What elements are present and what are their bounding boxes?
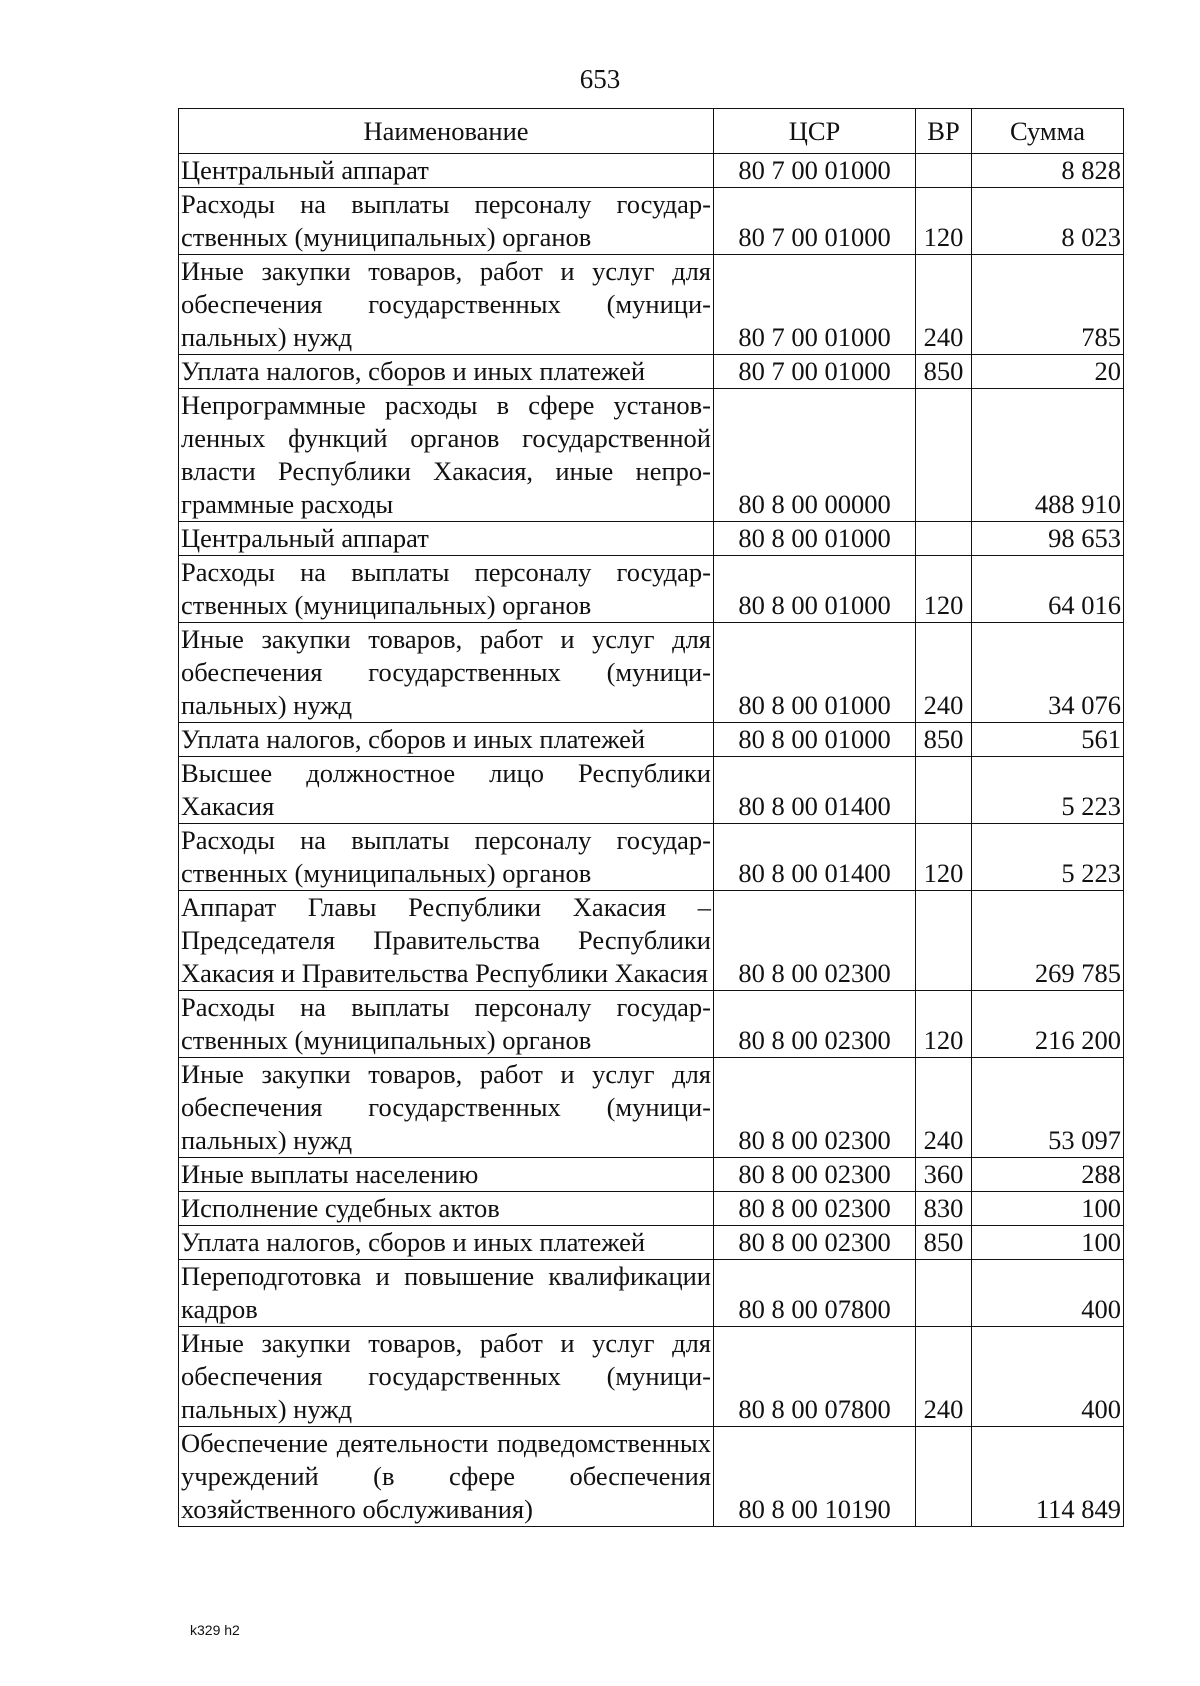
table-row: [179, 389, 1124, 522]
cell-name: Уплата налогов, сборов и иных платежей: [179, 723, 714, 757]
cell-csr: 80 7 00 01000: [714, 355, 916, 389]
cell-sum: 5 223: [972, 757, 1124, 824]
cell-sum: 53 097: [972, 1058, 1124, 1158]
cell-name: Уплата налогов, сборов и иных платежей: [179, 1226, 714, 1260]
cell-vr: 240: [916, 1327, 972, 1427]
table-row: [179, 1192, 1124, 1226]
cell-csr: 80 8 00 07800: [714, 1260, 916, 1327]
cell-name: Обеспечение деятельности подведомственных учреждений (в сфере обеспечения хозяйственного обслуживания): [179, 1427, 714, 1527]
header-sum: Сумма: [972, 109, 1124, 154]
table-row: [179, 723, 1124, 757]
cell-vr: 240: [916, 1058, 972, 1158]
cell-vr: [916, 522, 972, 556]
table-row: [179, 1226, 1124, 1260]
cell-name: Расходы на выплаты персоналу государственных (муниципальных) органов: [179, 991, 714, 1058]
cell-name: Высшее должностное лицо Республики Хакасия: [179, 757, 714, 824]
cell-csr: 80 8 00 01400: [714, 757, 916, 824]
cell-name: Непрограммные расходы в сфере установленных функций органов государственной власти Республики Хакасия, иные непрограммные расходы: [179, 389, 714, 522]
cell-vr: 120: [916, 556, 972, 623]
cell-vr: 850: [916, 355, 972, 389]
cell-sum: 561: [972, 723, 1124, 757]
cell-csr: 80 7 00 01000: [714, 154, 916, 188]
cell-csr: 80 8 00 02300: [714, 1158, 916, 1192]
header-row: [179, 109, 1124, 154]
table-row: [179, 1260, 1124, 1327]
page-number: 653: [579, 64, 621, 94]
cell-vr: 120: [916, 991, 972, 1058]
table-body: [179, 154, 1124, 1527]
cell-vr: 120: [916, 188, 972, 255]
table-row: [179, 154, 1124, 188]
cell-csr: 80 8 00 10190: [714, 1427, 916, 1527]
budget-table: [178, 108, 1124, 1527]
cell-csr: 80 8 00 02300: [714, 1226, 916, 1260]
cell-name: Иные закупки товаров, работ и услуг для обеспечения государственных (муниципальных) нужд: [179, 623, 714, 723]
cell-name: Расходы на выплаты персоналу государственных (муниципальных) органов: [179, 188, 714, 255]
cell-csr: 80 8 00 02300: [714, 991, 916, 1058]
cell-sum: 64 016: [972, 556, 1124, 623]
table-row: [179, 1158, 1124, 1192]
cell-sum: 100: [972, 1192, 1124, 1226]
cell-sum: 8 828: [972, 154, 1124, 188]
cell-sum: 34 076: [972, 623, 1124, 723]
table-row: [179, 891, 1124, 991]
cell-vr: 360: [916, 1158, 972, 1192]
cell-sum: 100: [972, 1226, 1124, 1260]
cell-name: Расходы на выплаты персоналу государственных (муниципальных) органов: [179, 824, 714, 891]
table-row: [179, 824, 1124, 891]
cell-sum: 114 849: [972, 1427, 1124, 1527]
cell-name: Иные закупки товаров, работ и услуг для обеспечения государственных (муниципальных) нужд: [179, 255, 714, 355]
cell-sum: 216 200: [972, 991, 1124, 1058]
cell-vr: [916, 1427, 972, 1527]
header-vr: ВР: [916, 109, 972, 154]
cell-vr: 830: [916, 1192, 972, 1226]
cell-sum: 488 910: [972, 389, 1124, 522]
cell-csr: 80 8 00 07800: [714, 1327, 916, 1427]
footer-code: k329 h2: [190, 1622, 240, 1638]
cell-vr: [916, 1260, 972, 1327]
cell-name: Исполнение судебных актов: [179, 1192, 714, 1226]
cell-csr: 80 8 00 01000: [714, 556, 916, 623]
table-row: [179, 1427, 1124, 1527]
table-row: [179, 1058, 1124, 1158]
cell-csr: 80 7 00 01000: [714, 188, 916, 255]
cell-csr: 80 8 00 02300: [714, 1058, 916, 1158]
cell-name: Переподготовка и повышение квалификации кадров: [179, 1260, 714, 1327]
cell-csr: 80 8 00 02300: [714, 1192, 916, 1226]
cell-vr: 120: [916, 824, 972, 891]
table-row: [179, 1327, 1124, 1427]
cell-name: Расходы на выплаты персоналу государственных (муниципальных) органов: [179, 556, 714, 623]
header-csr: ЦСР: [714, 109, 916, 154]
cell-vr: [916, 891, 972, 991]
cell-vr: 850: [916, 1226, 972, 1260]
cell-csr: 80 7 00 01000: [714, 255, 916, 355]
cell-sum: 20: [972, 355, 1124, 389]
cell-csr: 80 8 00 01000: [714, 623, 916, 723]
cell-csr: 80 8 00 01000: [714, 723, 916, 757]
cell-csr: 80 8 00 02300: [714, 891, 916, 991]
table-row: [179, 355, 1124, 389]
cell-vr: 240: [916, 255, 972, 355]
cell-sum: 8 023: [972, 188, 1124, 255]
cell-vr: [916, 389, 972, 522]
table-row: [179, 522, 1124, 556]
cell-vr: 240: [916, 623, 972, 723]
cell-sum: 400: [972, 1327, 1124, 1427]
cell-csr: 80 8 00 00000: [714, 389, 916, 522]
cell-name: Иные выплаты населению: [179, 1158, 714, 1192]
cell-csr: 80 8 00 01000: [714, 522, 916, 556]
table-row: [179, 556, 1124, 623]
cell-sum: 288: [972, 1158, 1124, 1192]
cell-vr: [916, 757, 972, 824]
table-row: [179, 188, 1124, 255]
cell-sum: 400: [972, 1260, 1124, 1327]
cell-name: Иные закупки товаров, работ и услуг для обеспечения государственных (муниципальных) нужд: [179, 1058, 714, 1158]
cell-name: Иные закупки товаров, работ и услуг для обеспечения государственных (муниципальных) нужд: [179, 1327, 714, 1427]
cell-csr: 80 8 00 01400: [714, 824, 916, 891]
cell-sum: 5 223: [972, 824, 1124, 891]
cell-sum: 269 785: [972, 891, 1124, 991]
cell-name: Центральный аппарат: [179, 522, 714, 556]
cell-name: Аппарат Главы Республики Хакасия – Председателя Правительства Республики Хакасия и Правительства Республики Хакасия: [179, 891, 714, 991]
table-row: [179, 757, 1124, 824]
cell-sum: 785: [972, 255, 1124, 355]
cell-name: Уплата налогов, сборов и иных платежей: [179, 355, 714, 389]
cell-sum: 98 653: [972, 522, 1124, 556]
cell-vr: 850: [916, 723, 972, 757]
cell-vr: [916, 154, 972, 188]
table-row: [179, 991, 1124, 1058]
table-row: [179, 255, 1124, 355]
cell-name: Центральный аппарат: [179, 154, 714, 188]
table-row: [179, 623, 1124, 723]
header-name: Наименование: [179, 109, 714, 154]
